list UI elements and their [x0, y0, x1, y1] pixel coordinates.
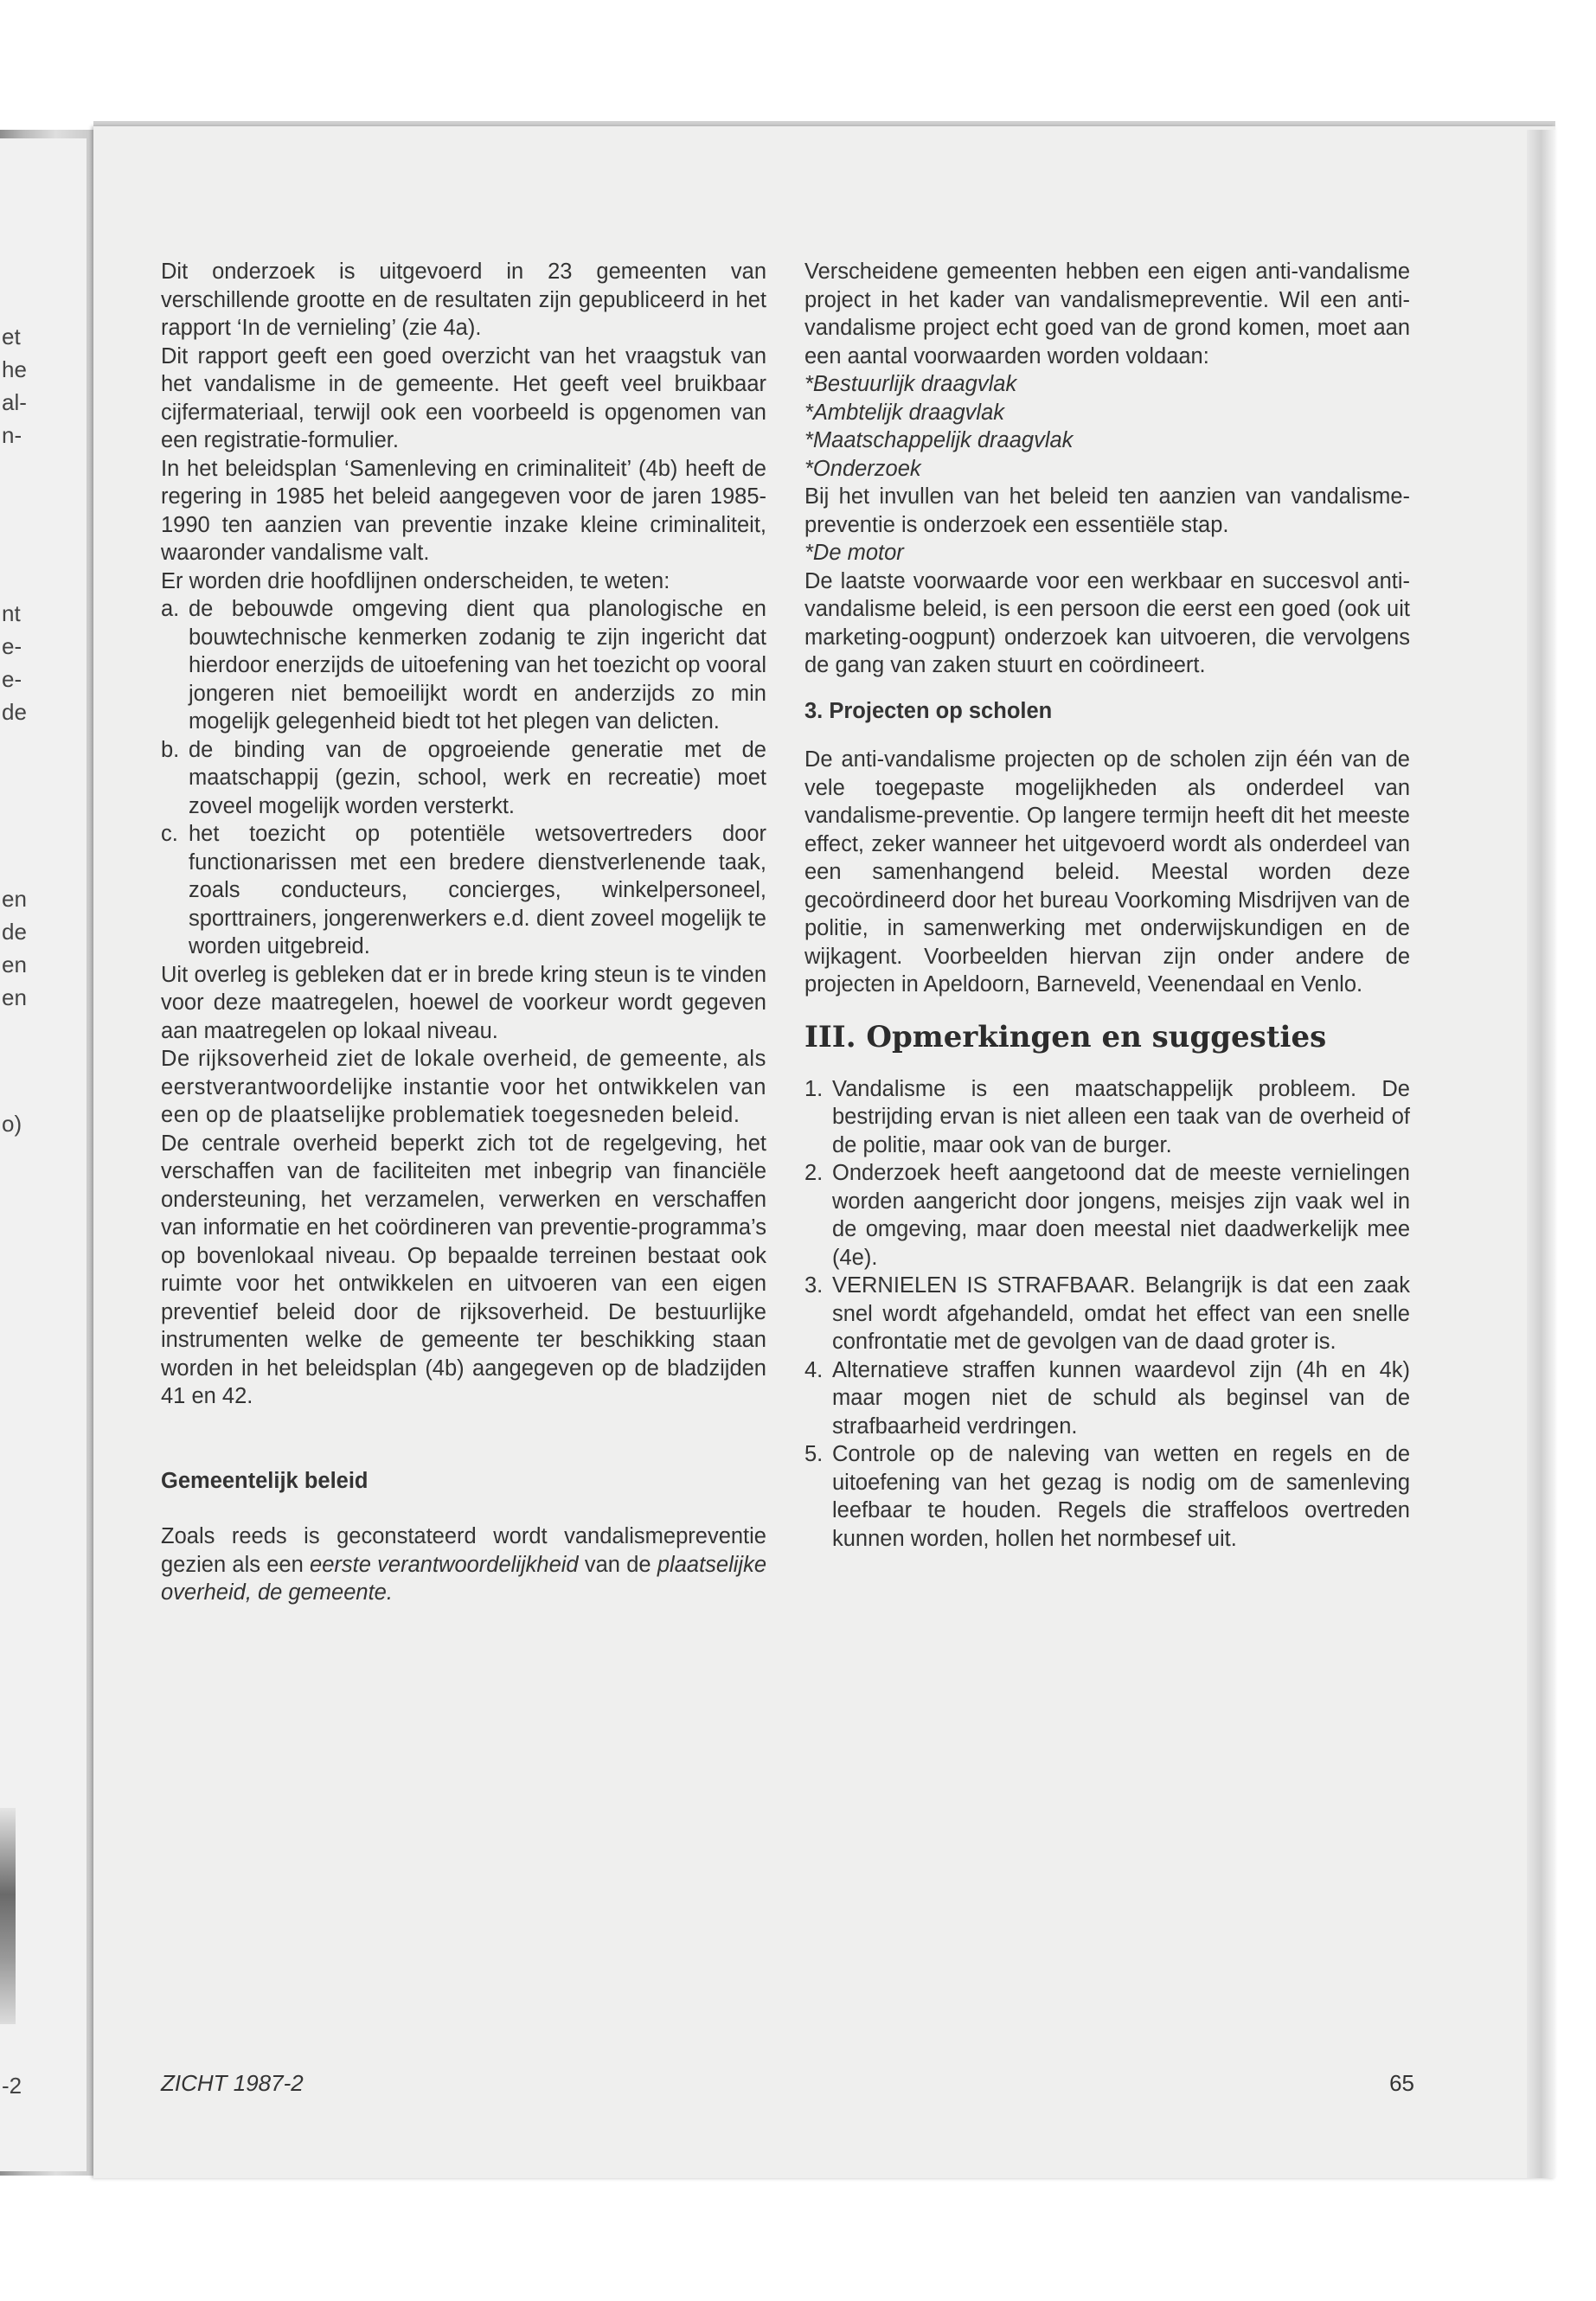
- prev-fragment: nt: [2, 600, 21, 626]
- condition-item: *Bestuurlijk draagvlak: [804, 372, 1017, 396]
- right-column: [804, 258, 1410, 1553]
- subheading-gemeentelijk-beleid: Gemeentelijk beleid: [161, 1468, 369, 1493]
- condition-item: *Maatschappelijk draagvlak: [804, 428, 1074, 452]
- paragraph: Dit onderzoek is uitgevoerd in 23 gemeenten van verschillende grootte en de resultaten zijn gepubliceerd in het rapport ‘In de vernieling’ (zie 4a).: [161, 260, 766, 340]
- prev-fragment: o): [2, 1111, 22, 1137]
- list-marker: 5.: [804, 1442, 824, 1466]
- list-text: de binding van de opgroeiende generatie met de maatschappij (gezin, school, werk en recreatie) moet zoveel mogelijk worden versterkt.: [189, 737, 766, 818]
- prev-fragment: et: [2, 324, 21, 349]
- paragraph: De rijksoverheid ziet de lokale overheid, de gemeente, als eerstverantwoordelijke instantie voor het ontwikkelen van een op de plaatselijke problematiek toegesneden beleid.: [161, 1047, 766, 1127]
- list-text: Vandalisme is een maatschappelijk probleem. De bestrijding ervan is niet alleen een taak van de overheid of de politie, maar ook van de burger.: [832, 1076, 1410, 1157]
- list-marker: 4.: [804, 1357, 824, 1382]
- condition-item: *De motor: [804, 541, 904, 565]
- list-text: Alternatieve straffen kunnen waardevol zijn (4h en 4k) maar mogen niet de schuld als beginsel van de strafbaarheid verdringen.: [832, 1357, 1410, 1439]
- journal-footer: ZICHT 1987-2: [161, 2070, 304, 2096]
- list-item: [161, 595, 766, 736]
- list-item: [804, 1159, 1410, 1272]
- list-item: [804, 1272, 1410, 1356]
- paragraph: [161, 1522, 766, 1607]
- list-item: [804, 1440, 1410, 1553]
- prev-fragment: en: [2, 952, 27, 977]
- text-run: Zoals reeds is geconstateerd wordt vandalismepreventie gezien als een: [161, 1524, 766, 1577]
- subheading-projecten-op-scholen: 3. Projecten op scholen: [804, 698, 1053, 723]
- list-item: [161, 820, 766, 961]
- paragraph: Uit overleg is gebleken dat er in brede kring steun is te vinden voor deze maatregelen, hoewel de voorkeur wordt gegeven aan maatregelen op lokaal niveau.: [161, 962, 766, 1043]
- suggestions-list: [804, 1075, 1410, 1554]
- list-text: Controle op de naleving van wetten en regels en de uitoefening van het gezag is nodig om de samenleving leefbaar te houden. Regels die straffeloos overtreden kunnen worden, hollen het normbesef uit.: [832, 1442, 1410, 1551]
- paragraph: Er worden drie hoofdlijnen onderscheiden, te weten:: [161, 568, 670, 593]
- prev-fragment: n-: [2, 422, 22, 448]
- page-number: 65: [1389, 2070, 1414, 2096]
- paragraph: In het beleidsplan ‘Samenleving en criminaliteit’ (4b) heeft de regering in 1985 het beleid aangegeven voor de jaren 1985-1990 ten aanzien van preventie inzake kleine criminaliteit, waaronder vandalisme valt.: [161, 456, 766, 565]
- paragraph: Verscheidene gemeenten hebben een eigen anti-vandalisme project in het kader van vandalismepreventie. Wil een anti-vandalisme project echt goed van de grond komen, moet aan een aantal voorwaarden worden voldaan:: [804, 260, 1410, 369]
- prev-fragment: de: [2, 919, 27, 945]
- text-run: van de: [578, 1552, 657, 1577]
- prev-fragment: e-: [2, 666, 22, 692]
- condition-item: *Onderzoek: [804, 456, 921, 481]
- page-stack-edge: [1527, 130, 1555, 2178]
- prev-fragment: en: [2, 886, 27, 912]
- list-text: de bebouwde omgeving dient qua planologische en bouwtechnische kenmerken zodanig te zijn ingericht dat hierdoor enerzijds de uitoefening van het toezicht op vooral jongeren niet bemoeilijkt wordt en anderzijds zo min mogelijk gelegenheid biedt tot het plegen van delicten.: [189, 597, 766, 734]
- paragraph: Bij het invullen van het beleid ten aanzien van vandalisme-preventie is onderzoek een essentiële stap.: [804, 484, 1410, 537]
- list-text: Onderzoek heeft aangetoond dat de meeste vernielingen worden aangericht door jongens, meisjes zijn vaak wel in de omgeving, maar doen meestal niet daadwerkelijk mee (4e).: [832, 1161, 1410, 1270]
- previous-page-photo-edge: [0, 1808, 16, 2024]
- list-marker: b.: [161, 737, 180, 762]
- prev-fragment: he: [2, 356, 27, 382]
- prev-fragment: al-: [2, 389, 27, 415]
- prev-fragment: -2: [2, 2073, 22, 2099]
- list-marker: 3.: [804, 1273, 824, 1298]
- list-text: het toezicht op potentiële wetsovertreders door functionarissen met een bredere dienstverlenende taak, zoals conducteurs, concierges, winkelpersoneel, sporttrainers, jongerenwerkers e.d. dient zoveel mogelijk te worden uitgebreid.: [189, 822, 766, 958]
- prev-fragment: e-: [2, 633, 22, 659]
- guidelines-list: [161, 595, 766, 961]
- list-item: [161, 736, 766, 821]
- paragraph: De laatste voorwaarde voor een werkbaar en succesvol anti-vandalisme beleid, is een persoon die eerst een goed (ook uit marketing-oogpunt) onderzoek kan uitvoeren, die vervolgens de gang van zaken stuurt en coördineert.: [804, 568, 1410, 677]
- paragraph: De centrale overheid beperkt zich tot de regelgeving, het verschaffen van de faciliteiten met inbegrip van financiële ondersteuning, het verzamelen, verwerken en verschaffen van informatie en het coördineren van preventie-programma’s op bovenlokaal niveau. Op bepaalde terreinen bestaat ook ruimte voor het ontwikkelen en uitvoeren van een eigen preventief beleid door de rijksoverheid. De bestuurlijke instrumenten welke de gemeente ter beschikking staan worden in het beleidsplan (4b) aangegeven op de bladzijden 41 en 42.: [161, 1131, 766, 1408]
- list-marker: 1.: [804, 1076, 824, 1101]
- left-column: [161, 258, 766, 1607]
- list-marker: c.: [161, 822, 178, 846]
- paragraph: De anti-vandalisme projecten op de scholen zijn één van de vele toegepaste mogelijkheden als onderdeel van vandalisme-preventie. Op langere termijn heeft dit het meeste effect, zeker wanneer het uitgevoerd wordt als onderdeel van een samenhangend beleid. Meestal worden deze gecoördineerd door het bureau Voorkoming Misdrijven van de politie, in samenwerking met onderwijskundigen en de wijkagent. Voorbeelden hiervan zijn onder andere de projecten in Apeldoorn, Barneveld, Veenendaal en Venlo.: [804, 747, 1410, 997]
- prev-fragment: de: [2, 699, 27, 725]
- prev-fragment: en: [2, 984, 27, 1010]
- emphasis: eerste verantwoordelijkheid: [310, 1552, 579, 1577]
- list-marker: 2.: [804, 1161, 824, 1185]
- paragraph: Dit rapport geeft een goed overzicht van het vraagstuk van het vandalisme in de gemeente. Het geeft veel bruikbaar cijfermateriaal, terwijl ook een voorbeeld is opgenomen van een registratie-formulier.: [161, 343, 766, 452]
- list-item: [804, 1075, 1410, 1160]
- section-heading: III. Opmerkingen en suggesties: [804, 1019, 1327, 1054]
- list-text: VERNIELEN IS STRAFBAAR. Belangrijk is dat een zaak snel wordt afgehandeld, omdat het effect van een snelle confrontatie met de gevolgen van de daad groter is.: [832, 1273, 1410, 1354]
- list-item: [804, 1356, 1410, 1441]
- condition-item: *Ambtelijk draagvlak: [804, 400, 1005, 425]
- list-marker: a.: [161, 597, 180, 621]
- emphasis: plaatselijke overheid, de gemeente.: [161, 1552, 767, 1605]
